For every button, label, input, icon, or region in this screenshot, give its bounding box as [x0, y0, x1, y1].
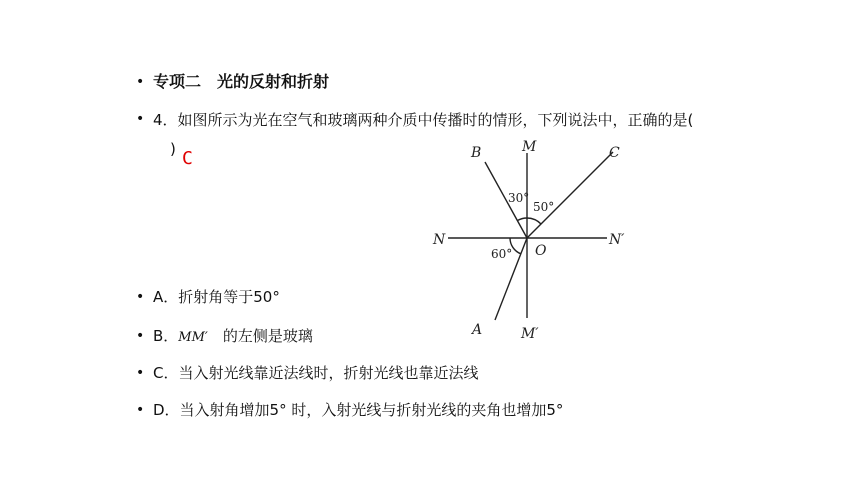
- label-o: O: [535, 243, 547, 259]
- bullet: •: [136, 402, 145, 418]
- angle-arc-50: [527, 218, 541, 224]
- option-b-prefix: B．: [153, 327, 179, 345]
- ray-oc: [527, 152, 613, 238]
- angle-label-50: 50°: [533, 200, 555, 214]
- answer-mark: C: [182, 148, 193, 169]
- label-n-prime: N′: [609, 232, 625, 248]
- question-text: 4．如图所示为光在空气和玻璃两种介质中传播时的情形，下列说法中，正确的是(: [153, 111, 694, 129]
- option-a: A．折射角等于50°: [153, 288, 280, 306]
- option-b-suffix: 的左侧是玻璃: [207, 327, 313, 345]
- label-m: M: [522, 139, 537, 155]
- angle-arc-30: [518, 218, 528, 221]
- option-d: D．当入射角增加5° 时，入射光线与折射光线的夹角也增加5°: [153, 401, 564, 419]
- section-title: 专项二 光的反射和折射: [153, 72, 330, 91]
- optics-diagram: [425, 138, 655, 348]
- option-c: C．当入射光线靠近法线时，折射光线也靠近法线: [153, 364, 479, 382]
- label-m-prime: M′: [521, 326, 539, 342]
- question-close-paren: ): [170, 140, 176, 158]
- option-b: [153, 326, 313, 348]
- bullet: •: [136, 328, 145, 344]
- label-c: C: [609, 145, 620, 161]
- bullet: •: [136, 365, 145, 381]
- option-b-mm: MM′: [178, 330, 208, 345]
- angle-label-30: 30°: [508, 191, 530, 205]
- label-n: N: [433, 232, 446, 248]
- bullet: •: [136, 289, 145, 305]
- bullet: •: [136, 111, 145, 127]
- angle-label-60: 60°: [491, 247, 513, 261]
- label-a: A: [472, 322, 483, 338]
- label-b: B: [471, 145, 482, 161]
- bullet: •: [136, 74, 145, 90]
